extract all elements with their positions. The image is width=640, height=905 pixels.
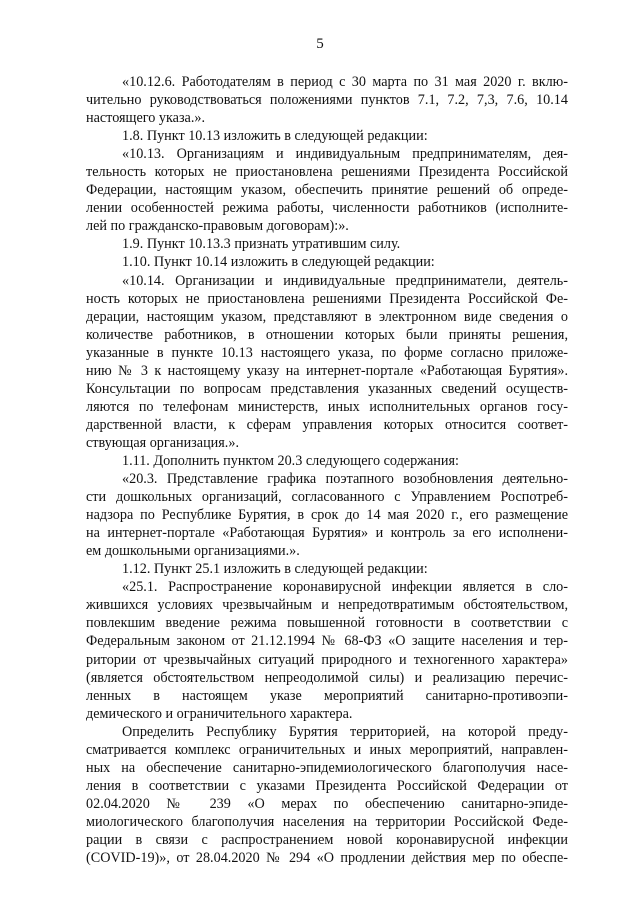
- text-line: Федерации, настоящим указом, обеспечить принятие решений об опреде-: [86, 182, 568, 199]
- text-line: Федеральным законом от 21.12.1994 № 68-ФЗ «О защите населения и тер-: [86, 633, 568, 650]
- text-line: лении особенностей режима работы, численности работников (исполните-: [86, 200, 568, 217]
- text-line: количестве работников, в отношении которых были приняты решения,: [86, 326, 568, 343]
- text-line: Определить Республику Бурятия территорией, на которой преду-: [122, 723, 568, 740]
- text-line: (является обстоятельством непреодолимой силы) и реализацию перечис-: [86, 669, 568, 686]
- text-line: тельность которых не приостановлена решениями Президента Российской: [86, 164, 568, 181]
- text-line: ритории от чрезвычайных ситуаций природного и техногенного характера»: [86, 651, 568, 668]
- text-line: «10.13. Организациям и индивидуальным предпринимателям, дея-: [122, 146, 568, 163]
- text-line: ленных в настоящем указе мероприятий санитарно-противоэпи-: [86, 687, 568, 704]
- text-line: Консультации по вопросам представления указанных сведений осуществ-: [86, 380, 568, 397]
- text-line: жившихся условиях чрезвычайным и непредотвратимым обстоятельством,: [86, 597, 568, 614]
- text-line: чительно руководствоваться положениями пунктов 7.1, 7.2, 7,3, 7.6, 10.14: [86, 92, 568, 109]
- text-line: ления в соответствии с указами Президента Российской Федерации от: [86, 777, 568, 794]
- text-line: ствующая организация.».: [86, 434, 239, 451]
- text-line: дарственной власти, к сферам управления которых относится соответ-: [86, 416, 568, 433]
- text-line: ем дошкольными организациями.».: [86, 543, 300, 560]
- text-line: «10.14. Организации и индивидуальные предприниматели, деятель-: [122, 272, 568, 289]
- text-line: ность которых не приостановлена решениями Президента Российской Фе-: [86, 290, 568, 307]
- page-number: 5: [316, 36, 324, 52]
- text-line: 1.10. Пункт 10.14 изложить в следующей редакции:: [122, 254, 435, 271]
- text-line: 1.12. Пункт 25.1 изложить в следующей редакции:: [122, 561, 428, 578]
- text-line: «25.1. Распространение коронавирусной инфекции является в сло-: [122, 579, 568, 596]
- text-line: (COVID-19)», от 28.04.2020 № 294 «О продлении действия мер по обеспе-: [86, 850, 568, 867]
- text-line: нию № 3 к настоящему указу на интернет-портале «Работающая Бурятия».: [86, 362, 568, 379]
- text-line: 1.8. Пункт 10.13 изложить в следующей редакции:: [122, 128, 428, 145]
- text-line: сти дошкольных организаций, согласованного с Управлением Роспотреб-: [86, 489, 568, 506]
- text-line: «20.3. Представление графика поэтапного возобновления деятельно-: [122, 471, 568, 488]
- text-line: надзора по Республике Бурятия, в срок до 14 мая 2020 г., его размещение: [86, 507, 568, 524]
- text-line: 1.9. Пункт 10.13.3 признать утратившим силу.: [122, 236, 401, 253]
- text-line: на интернет-портале «Работающая Бурятия» и контроль за его исполнени-: [86, 525, 568, 542]
- text-line: сматривается комплекс ограничительных и иных мероприятий, направлен-: [86, 741, 568, 758]
- text-line: ных на обеспечение санитарно-эпидемиологического благополучия насе-: [86, 759, 568, 776]
- document-body: [86, 73, 568, 867]
- text-line: рации в связи с распространением новой коронавирусной инфекции: [86, 831, 568, 848]
- text-line: дерации, настоящим указом, представляют в электронном виде сведения о: [86, 308, 568, 325]
- text-line: ляются по телефонам министерств, иных исполнительных органов госу-: [86, 398, 568, 415]
- text-line: лей по гражданско-правовым договорам):».: [86, 218, 349, 235]
- text-line: 02.04.2020 № 239 «О мерах по обеспечению санитарно-эпиде-: [86, 795, 568, 812]
- text-line: «10.12.6. Работодателям в период с 30 марта по 31 мая 2020 г. вклю-: [122, 74, 568, 90]
- text-line: указанные в пункте 10.13 настоящего указа, по форме согласно приложе-: [86, 344, 568, 361]
- text-line: миологического благополучия населения на территории Российской Феде-: [86, 813, 568, 830]
- text-line: повлекшим введение режима повышенной готовности в соответствии с: [86, 615, 568, 632]
- text-line: 1.11. Дополнить пунктом 20.3 следующего содержания:: [122, 452, 459, 469]
- text-line: настоящего указа.».: [86, 110, 206, 127]
- text-line: демического и ограничительного характера.: [86, 705, 353, 722]
